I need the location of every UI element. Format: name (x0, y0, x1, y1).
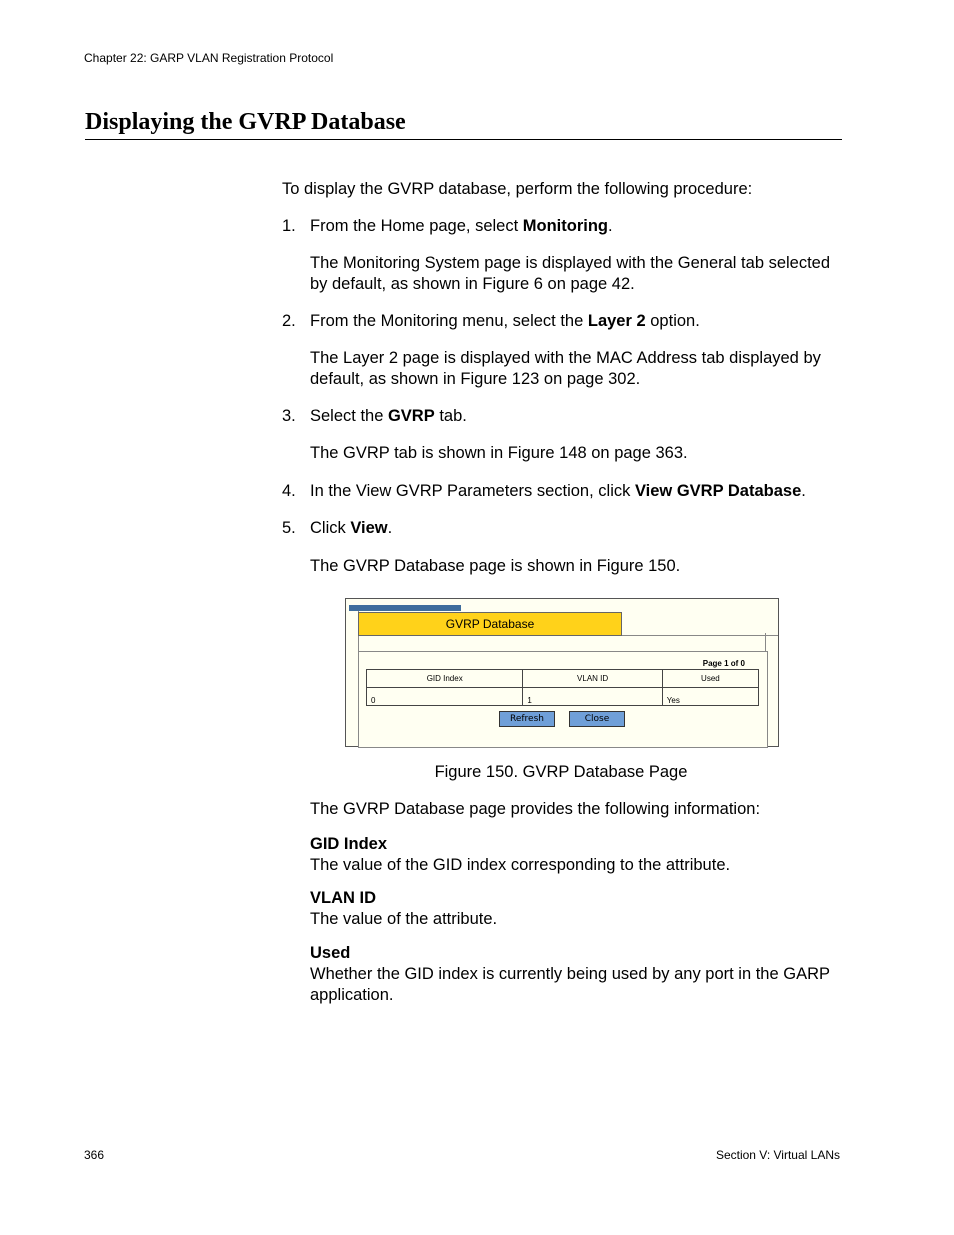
table-row (367, 688, 759, 706)
step-number: 2. (282, 312, 296, 330)
step-text: option. (645, 312, 700, 330)
definition-used (310, 943, 845, 1006)
section-footer: Section V: Virtual LANs (715, 1148, 840, 1162)
ui-term: View (350, 519, 388, 537)
column-header-gid-index: GID Index (367, 670, 523, 688)
step-text: . (387, 519, 393, 537)
column-header-vlan-id: VLAN ID (523, 670, 662, 688)
definition-desc: The value of the attribute. (310, 910, 498, 928)
table-header-row (367, 670, 759, 688)
step-1-note: The Monitoring System page is displayed with the General tab selected by default, as shown in Figure 6 on page 42. (310, 254, 831, 293)
ui-term: Layer 2 (587, 312, 646, 330)
step-2-note: The Layer 2 page is displayed with the MAC Address tab displayed by default, as shown in Figure 123 on page 302. (310, 349, 821, 388)
running-head: Chapter 22: GARP VLAN Registration Protocol (84, 51, 334, 65)
database-panel (358, 651, 768, 748)
info-intro: The GVRP Database page provides the following information: (310, 800, 761, 818)
definition-gid-index (310, 834, 845, 876)
definition-vlan-id (310, 888, 845, 930)
step-3 (282, 406, 842, 427)
definition-desc: Whether the GID index is currently being used by any port in the GARP application. (310, 965, 830, 1004)
column-header-used: Used (662, 670, 758, 688)
definition-desc: The value of the GID index corresponding to the attribute. (310, 856, 731, 874)
step-text: From the Monitoring menu, select the (310, 312, 588, 330)
step-text: . (801, 482, 806, 500)
step-number: 5. (282, 519, 296, 537)
step-5 (282, 518, 842, 539)
cell-vlan-id: 1 (523, 688, 662, 706)
definition-term: VLAN ID (310, 889, 376, 907)
figure-screenshot (345, 598, 779, 747)
frame-line (621, 635, 778, 636)
step-number: 4. (282, 482, 296, 500)
step-4 (282, 481, 842, 502)
figure-caption: Figure 150. GVRP Database Page (434, 763, 688, 781)
step-text: From the Home page, select (310, 217, 523, 235)
cell-used: Yes (662, 688, 758, 706)
step-2 (282, 311, 842, 332)
step-3-note: The GVRP tab is shown in Figure 148 on page 363. (310, 444, 688, 462)
close-button[interactable]: Close (569, 711, 625, 727)
refresh-button[interactable]: Refresh (499, 711, 555, 727)
step-text: tab. (434, 407, 467, 425)
gvrp-table (366, 669, 759, 706)
page-number: 366 (84, 1148, 105, 1162)
step-number: 1. (282, 217, 296, 235)
ui-term: View GVRP Database (634, 482, 802, 500)
intro-text: To display the GVRP database, perform the following procedure: (282, 180, 753, 198)
step-text: Click (310, 519, 351, 537)
step-number: 3. (282, 407, 296, 425)
definition-term: GID Index (310, 835, 388, 853)
panel-title: GVRP Database (358, 612, 622, 636)
page-info: Page 1 of 0 (702, 659, 745, 668)
ui-term: GVRP (387, 407, 435, 425)
step-text: . (608, 217, 613, 235)
page-title: Displaying the GVRP Database (85, 108, 842, 140)
active-tab-bar (349, 605, 461, 611)
definition-term: Used (310, 944, 351, 962)
step-1 (282, 216, 842, 237)
ui-term: Monitoring (522, 217, 608, 235)
cell-gid-index: 0 (367, 688, 523, 706)
step-text: Select the (310, 407, 388, 425)
step-5-note: The GVRP Database page is shown in Figure 150. (310, 557, 681, 575)
step-text: In the View GVRP Parameters section, click (310, 482, 635, 500)
